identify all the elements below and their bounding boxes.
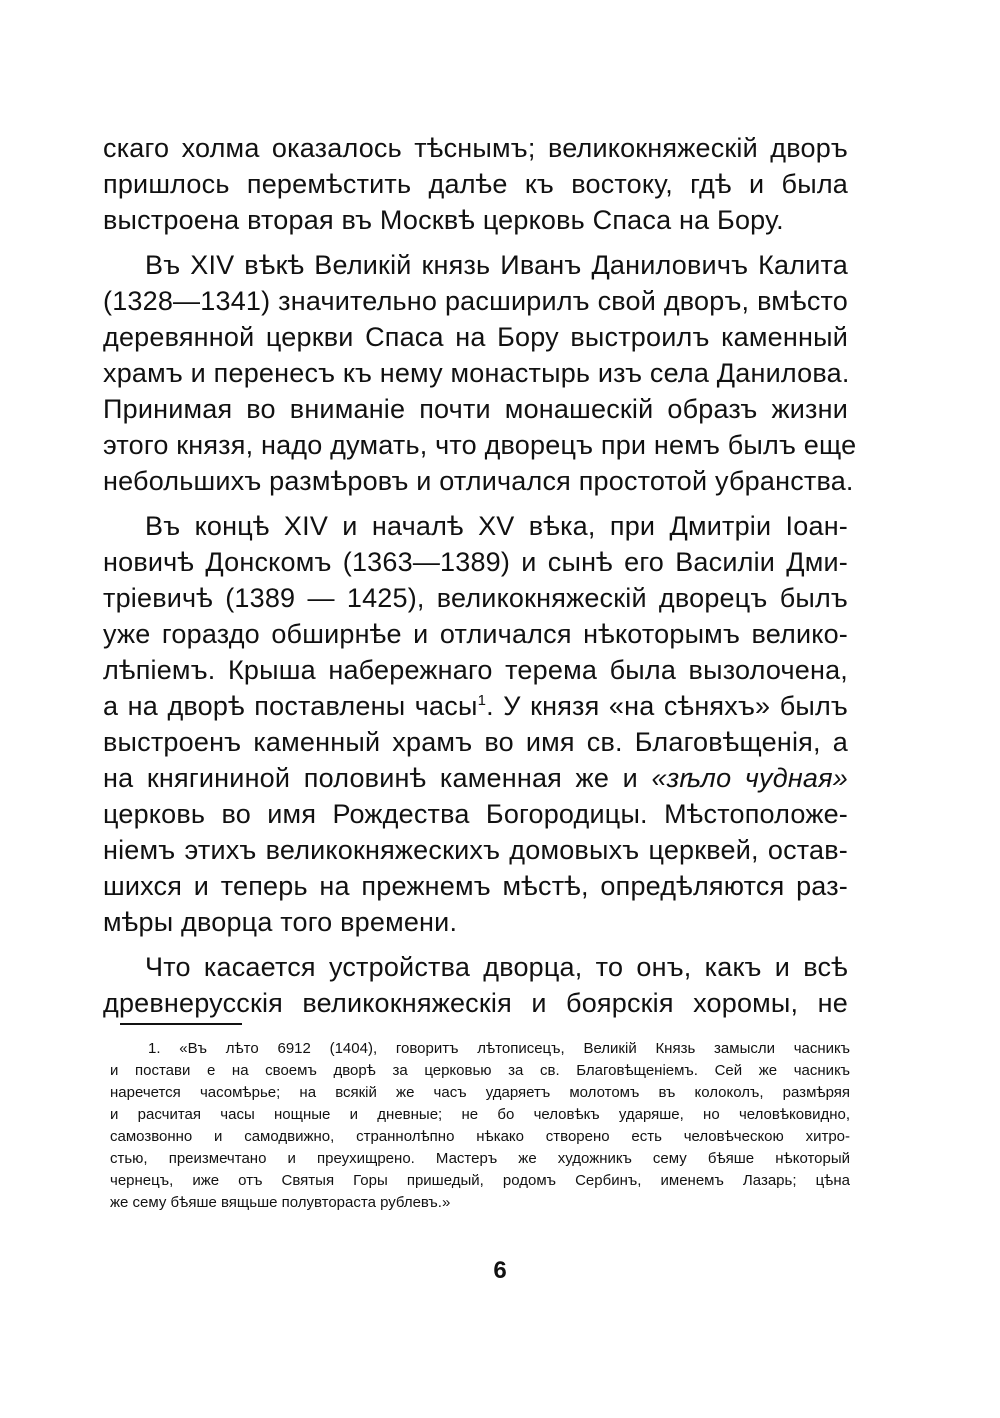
text-line: тріевичѣ (1389 — 1425), великокняжескій дворецъ былъ — [103, 583, 848, 613]
text-segment: на княгининой половинѣ каменная же и — [103, 763, 652, 793]
text-segment: а на дворѣ поставлены часы — [103, 691, 478, 721]
text-line: этого князя, надо думать, что дворецъ при немъ былъ еще — [103, 430, 857, 460]
text-line: выстроена вторая въ Москвѣ церковь Спаса на Бору. — [103, 205, 784, 235]
footnote-line: и постави е на своемъ дворѣ за церковью за св. Благовѣщеніемъ. Сей же часникъ — [110, 1062, 850, 1079]
text-line: выстроенъ каменный храмъ во имя св. Благовѣщенія, а — [103, 727, 848, 757]
footnote-line: же сему бѣяше вящьше полувтораста рублевъ.» — [110, 1194, 451, 1211]
text-line: уже гораздо обширнѣе и отличался нѣкоторымъ велико- — [103, 619, 848, 649]
footnote-line: и расчитая часы нощные и дневные; не бо человѣкъ ударяше, но человѣковидно, — [110, 1106, 850, 1123]
text-line: древнерусскія великокняжескія и боярскія хоромы, не — [103, 988, 848, 1018]
paragraph — [103, 247, 857, 499]
footnote-line: стью, преизмечтано и преухищрено. Мастеръ же художникъ сему бѣяше нѣкоторый — [110, 1150, 850, 1167]
footnote-line: наречется часомѣрье; на всякій же часъ ударяетъ молотомъ въ колоколъ, размѣряя — [110, 1084, 850, 1101]
italic-quote: «зѣло чудная» — [651, 763, 848, 793]
text-line: деревянной церкви Спаса на Бору выстроилъ каменный — [103, 322, 848, 352]
text-line-with-italic — [103, 760, 848, 796]
text-line: Въ концѣ XIV и началѣ XV вѣка, при Дмитріи Іоан- — [145, 511, 848, 541]
text-line: пришлось перемѣстить далѣе къ востоку, гдѣ и была — [103, 169, 848, 199]
text-line: лѣпіемъ. Крыша набережнаго терема была вызолочена, — [103, 655, 848, 685]
footnote-line: самозвонно и самодвижно, страннолѣпно нѣкако створено есть человѣческою хитро- — [110, 1128, 850, 1145]
text-line: шихся и теперь на прежнемъ мѣстѣ, опредѣляются раз- — [103, 871, 848, 901]
footnote-divider — [120, 1023, 242, 1025]
paragraph — [103, 508, 848, 940]
page-number: 6 — [493, 1257, 507, 1284]
paragraph — [103, 130, 848, 238]
text-line: Принимая во вниманіе почти монашескій образъ жизни — [103, 394, 848, 424]
footnote-reference: 1 — [477, 692, 487, 709]
text-line: небольшихъ размѣровъ и отличался простотой убранства. — [103, 466, 854, 496]
footnote-line: 1. «Въ лѣто 6912 (1404), говоритъ лѣтописецъ, Великій Князь замысли часникъ — [148, 1040, 850, 1057]
text-line: скаго холма оказалось тѣснымъ; великокняжескій дворъ — [103, 133, 848, 163]
footnote — [110, 1038, 850, 1214]
main-text — [103, 130, 857, 1021]
text-line: ніемъ этихъ великокняжескихъ домовыхъ церквей, остав- — [103, 835, 848, 865]
paragraph — [103, 949, 848, 1021]
text-line: (1328—1341) значительно расширилъ свой дворъ, вмѣсто — [103, 286, 848, 316]
text-line-with-footnote-mark — [103, 688, 848, 724]
text-line: мѣры дворца того времени. — [103, 907, 458, 937]
text-line: новичѣ Донскомъ (1363—1389) и сынѣ его Василіи Дми- — [103, 547, 848, 577]
text-line: храмъ и перенесъ къ нему монастырь изъ села Данилова. — [103, 358, 850, 388]
text-line: Въ XIV вѣкѣ Великій князь Иванъ Даниловичъ Калита — [145, 250, 848, 280]
text-line: церковь во имя Рождества Богородицы. Мѣстоположе- — [103, 799, 848, 829]
footnote-line: чернецъ, иже отъ Святыя Горы пришедый, родомъ Сербинъ, именемъ Лазарь; цѣна — [110, 1172, 850, 1189]
text-segment: . У князя «на сѣняхъ» былъ — [486, 691, 848, 721]
text-line: Что касается устройства дворца, то онъ, какъ и всѣ — [145, 952, 848, 982]
